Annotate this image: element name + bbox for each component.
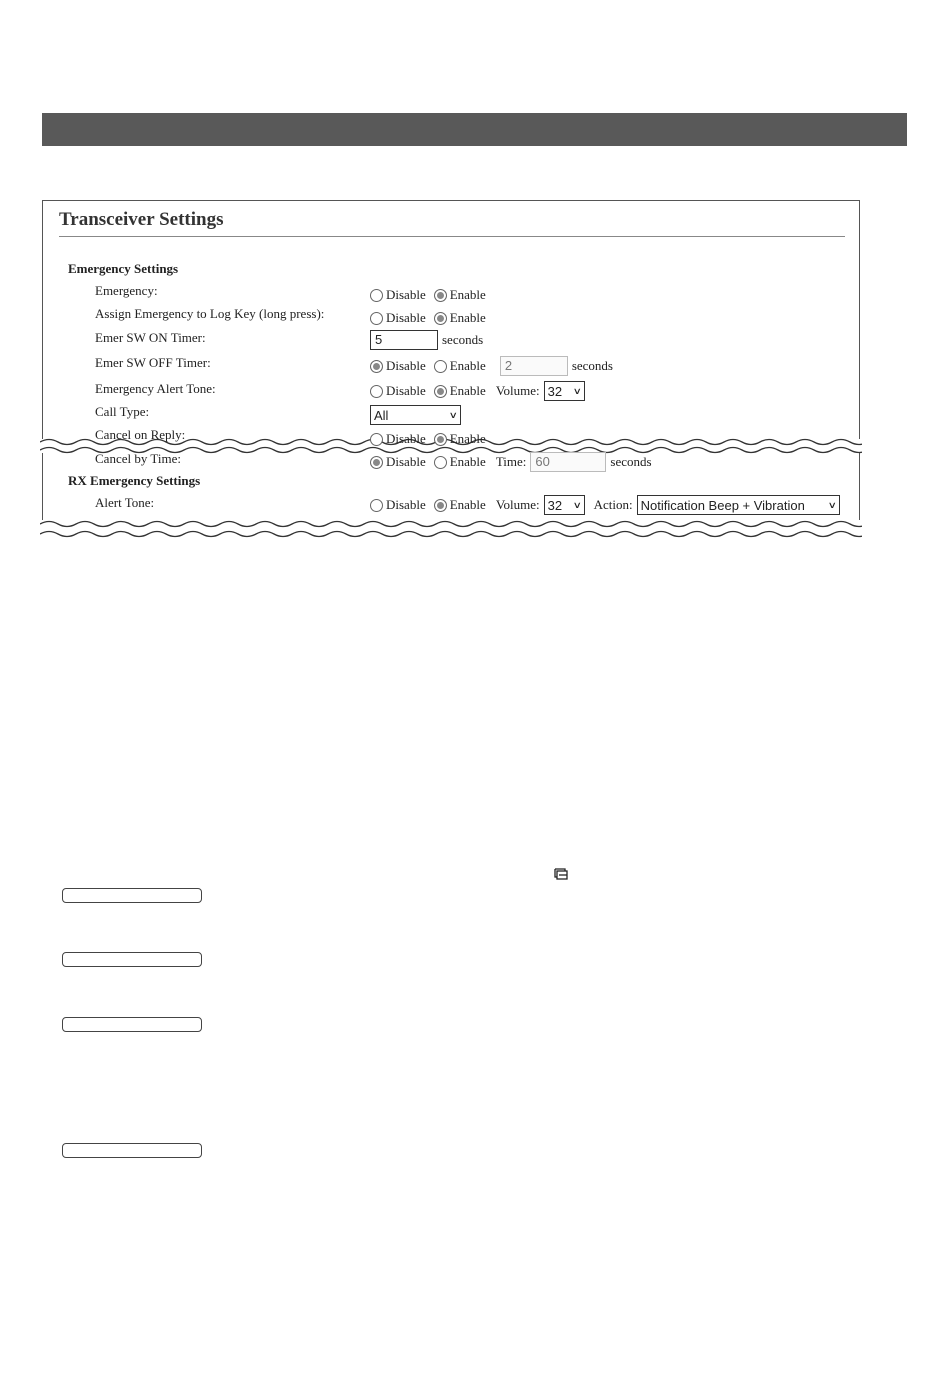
radio-label: Enable xyxy=(449,287,486,302)
radio-label: Enable xyxy=(449,497,486,512)
alert-tone-enable-radio[interactable] xyxy=(434,385,447,398)
chevron-down-icon: ∨ xyxy=(572,385,582,396)
sw-on-timer-input[interactable]: 5 xyxy=(370,330,438,350)
field-label: Cancel on Reply: xyxy=(95,427,186,442)
section-heading: Emergency Settings xyxy=(68,261,179,276)
volume-label: Volume: xyxy=(495,497,540,512)
label-box-1 xyxy=(62,888,202,903)
radio-label: Disable xyxy=(386,287,426,302)
unit-label: seconds xyxy=(571,358,613,373)
field-label: Emergency Alert Tone: xyxy=(95,381,216,396)
emergency-disable-radio[interactable] xyxy=(370,289,383,302)
alert-tone-volume-select[interactable] xyxy=(544,381,585,401)
radio-label: Disable xyxy=(386,358,426,373)
field-label: Emer SW OFF Timer: xyxy=(95,355,211,370)
field-label: Call Type: xyxy=(95,404,150,419)
radio-label: Disable xyxy=(386,383,426,398)
alert-tone-row xyxy=(42,381,860,403)
assign-log-key-row xyxy=(42,306,860,328)
field-label: Emer SW ON Timer: xyxy=(95,330,206,345)
field-label: Cancel by Time: xyxy=(95,451,181,466)
cancel-on-reply-row xyxy=(42,427,860,449)
radio-label: Disable xyxy=(386,497,426,512)
section-heading: RX Emergency Settings xyxy=(68,473,201,488)
cancel-by-time-disable-radio[interactable] xyxy=(370,456,383,469)
emergency-row xyxy=(42,283,860,305)
radio-label: Disable xyxy=(386,431,426,446)
radio-label: Disable xyxy=(386,454,426,469)
emergency-settings-heading-row xyxy=(42,261,860,283)
label-box-4 xyxy=(62,1143,202,1158)
cancel-on-reply-disable-radio[interactable] xyxy=(370,433,383,446)
cancel-by-time-enable-radio[interactable] xyxy=(434,456,447,469)
settings-link-icon xyxy=(554,868,570,882)
unit-label: seconds xyxy=(442,332,484,347)
chevron-down-icon: ∨ xyxy=(449,409,459,420)
emergency-enable-radio[interactable] xyxy=(434,289,447,302)
sw-on-timer-row xyxy=(42,330,860,352)
rx-alert-tone-row xyxy=(42,495,860,517)
select-value: Notification Beep + Vibration xyxy=(640,497,805,513)
alert-tone-disable-radio[interactable] xyxy=(370,385,383,398)
rx-alert-tone-action-select[interactable] xyxy=(637,495,840,515)
label-box-3 xyxy=(62,1017,202,1032)
chevron-down-icon: ∨ xyxy=(572,499,582,510)
assign-log-key-enable-radio[interactable] xyxy=(434,312,447,325)
radio-label: Enable xyxy=(449,431,486,446)
cancel-on-reply-enable-radio[interactable] xyxy=(434,433,447,446)
select-value: All xyxy=(374,407,389,423)
sw-off-timer-disable-radio[interactable] xyxy=(370,360,383,373)
radio-label: Enable xyxy=(449,383,486,398)
chevron-down-icon: ∨ xyxy=(827,499,837,510)
radio-label: Enable xyxy=(449,358,486,373)
volume-label: Volume: xyxy=(495,383,540,398)
sw-off-timer-input[interactable]: 2 xyxy=(500,356,568,376)
cut-break-bottom xyxy=(40,516,862,540)
cancel-by-time-input[interactable]: 60 xyxy=(530,452,606,472)
unit-label: seconds xyxy=(610,454,652,469)
title-divider xyxy=(59,236,845,237)
panel-title: Transceiver Settings xyxy=(59,209,224,230)
radio-label: Enable xyxy=(449,454,486,469)
radio-label: Disable xyxy=(386,310,426,325)
time-label: Time: xyxy=(495,454,527,469)
radio-label: Enable xyxy=(449,310,486,325)
select-value: 32 xyxy=(547,383,563,399)
call-type-select[interactable] xyxy=(370,405,461,425)
rx-alert-tone-volume-select[interactable] xyxy=(544,495,585,515)
cancel-by-time-row xyxy=(42,451,860,473)
action-label: Action: xyxy=(593,497,633,512)
rx-emergency-heading-row xyxy=(42,473,860,495)
label-box-2 xyxy=(62,952,202,967)
assign-log-key-disable-radio[interactable] xyxy=(370,312,383,325)
call-type-row xyxy=(42,404,860,426)
field-label: Alert Tone: xyxy=(95,495,155,510)
rx-alert-tone-enable-radio[interactable] xyxy=(434,499,447,512)
sw-off-timer-enable-radio[interactable] xyxy=(434,360,447,373)
header-bar xyxy=(42,113,907,146)
sw-off-timer-row xyxy=(42,355,860,377)
field-label: Emergency: xyxy=(95,283,158,298)
rx-alert-tone-disable-radio[interactable] xyxy=(370,499,383,512)
select-value: 32 xyxy=(547,497,563,513)
field-label: Assign Emergency to Log Key (long press): xyxy=(95,306,325,321)
transceiver-settings-panel xyxy=(42,200,860,540)
